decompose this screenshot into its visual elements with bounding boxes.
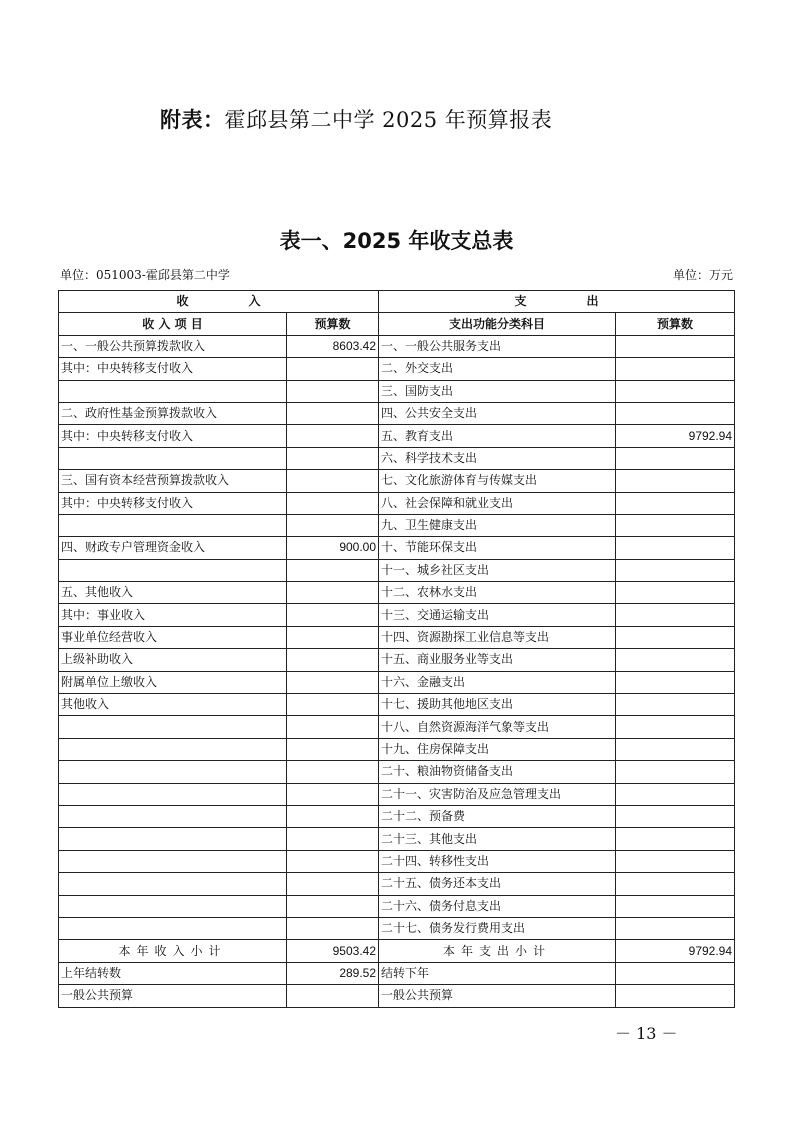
table-row	[59, 649, 735, 671]
expense-amount-cell	[616, 447, 735, 469]
expense-amount-cell: 9792.94	[616, 425, 735, 447]
income-amount-cell	[287, 470, 379, 492]
income-item-cell: 二、政府性基金预算拨款收入	[59, 402, 287, 424]
table-row	[59, 671, 735, 693]
carryover-row	[59, 962, 735, 984]
expense-amount-cell	[616, 917, 735, 939]
income-item-cell	[59, 828, 287, 850]
expense-item-cell: 二十一、灾害防治及应急管理支出	[379, 783, 616, 805]
income-amount-cell	[287, 671, 379, 693]
expense-amount-cell	[616, 470, 735, 492]
income-amount-cell: 8603.42	[287, 335, 379, 357]
expense-item-cell: 十六、金融支出	[379, 671, 616, 693]
income-amount-cell	[287, 402, 379, 424]
income-item-cell: 一般公共预算	[59, 985, 287, 1007]
income-amount-cell	[287, 850, 379, 872]
expense-amount-cell	[616, 492, 735, 514]
budget-summary-table	[58, 290, 735, 1008]
income-item-cell	[59, 873, 287, 895]
income-item-cell: 其中：事业收入	[59, 604, 287, 626]
expense-item-cell: 十三、交通运输支出	[379, 604, 616, 626]
income-amount-cell	[287, 783, 379, 805]
expense-item-cell: 八、社会保障和就业支出	[379, 492, 616, 514]
income-item-cell	[59, 917, 287, 939]
expense-amount-cell: 9792.94	[616, 940, 735, 962]
income-amount-cell	[287, 985, 379, 1007]
income-amount-cell	[287, 358, 379, 380]
expense-amount-cell	[616, 761, 735, 783]
income-amount-cell	[287, 492, 379, 514]
income-amount-cell	[287, 805, 379, 827]
income-item-cell: 其他收入	[59, 694, 287, 716]
table-row	[59, 850, 735, 872]
income-amount-cell: 900.00	[287, 537, 379, 559]
expense-item-header: 支出功能分类科目	[379, 313, 616, 335]
income-amount-header: 预算数	[287, 313, 379, 335]
expense-item-cell: 十、节能环保支出	[379, 537, 616, 559]
expense-amount-cell	[616, 895, 735, 917]
expense-item-cell: 二十五、债务还本支出	[379, 873, 616, 895]
expense-item-cell: 十八、自然资源海洋气象等支出	[379, 716, 616, 738]
table-row	[59, 380, 735, 402]
expense-item-cell: 本年支出小计	[379, 940, 616, 962]
unit-currency-label: 单位：万元	[672, 268, 733, 282]
income-amount-cell	[287, 380, 379, 402]
expense-amount-cell	[616, 649, 735, 671]
expense-amount-cell	[616, 335, 735, 357]
expense-amount-cell	[616, 626, 735, 648]
income-item-cell	[59, 895, 287, 917]
attachment-heading	[160, 104, 552, 134]
table-row	[59, 537, 735, 559]
income-amount-cell	[287, 761, 379, 783]
expense-item-cell: 一、一般公共服务支出	[379, 335, 616, 357]
expense-amount-cell	[616, 783, 735, 805]
expense-amount-cell	[616, 402, 735, 424]
expense-item-cell: 二十、粮油物资储备支出	[379, 761, 616, 783]
column-header-row	[59, 313, 735, 335]
table-row	[59, 626, 735, 648]
income-amount-cell	[287, 917, 379, 939]
income-item-cell: 其中：中央转移支付收入	[59, 358, 287, 380]
income-item-cell: 事业单位经营收入	[59, 626, 287, 648]
income-item-cell	[59, 761, 287, 783]
income-amount-cell	[287, 626, 379, 648]
expense-item-cell: 六、科学技术支出	[379, 447, 616, 469]
income-item-cell: 五、其他收入	[59, 582, 287, 604]
expense-amount-cell	[616, 358, 735, 380]
income-amount-cell	[287, 738, 379, 760]
expense-item-cell: 十二、农林水支出	[379, 582, 616, 604]
group-header-row	[59, 291, 735, 313]
expense-item-cell: 十五、商业服务业等支出	[379, 649, 616, 671]
expense-amount-cell	[616, 805, 735, 827]
income-item-cell: 其中：中央转移支付收入	[59, 425, 287, 447]
general-budget-row	[59, 985, 735, 1007]
expense-item-cell: 一般公共预算	[379, 985, 616, 1007]
income-item-cell: 上年结转数	[59, 962, 287, 984]
table-row	[59, 425, 735, 447]
expense-amount-cell	[616, 671, 735, 693]
expense-amount-cell	[616, 537, 735, 559]
expense-amount-cell	[616, 694, 735, 716]
income-item-cell: 四、财政专户管理资金收入	[59, 537, 287, 559]
page-number: － 13 －	[615, 1024, 678, 1043]
expense-item-cell: 二十七、债务发行费用支出	[379, 917, 616, 939]
table-row	[59, 402, 735, 424]
subtotal-row	[59, 940, 735, 962]
table-row	[59, 761, 735, 783]
income-item-cell	[59, 447, 287, 469]
income-item-cell	[59, 716, 287, 738]
expense-item-cell: 十一、城乡社区支出	[379, 559, 616, 581]
income-item-cell	[59, 783, 287, 805]
table-row	[59, 873, 735, 895]
expense-amount-cell	[616, 985, 735, 1007]
expense-item-cell: 十九、住房保障支出	[379, 738, 616, 760]
income-group-header: 收 入	[59, 291, 379, 313]
table-row	[59, 559, 735, 581]
table-row	[59, 805, 735, 827]
table-row	[59, 514, 735, 536]
expense-item-cell: 二十四、转移性支出	[379, 850, 616, 872]
table-row	[59, 828, 735, 850]
income-amount-cell	[287, 604, 379, 626]
expense-amount-cell	[616, 514, 735, 536]
expense-item-cell: 五、教育支出	[379, 425, 616, 447]
budget-table-body	[59, 291, 735, 1008]
table-row	[59, 604, 735, 626]
table-row	[59, 738, 735, 760]
income-amount-cell: 9503.42	[287, 940, 379, 962]
table-row	[59, 470, 735, 492]
expense-item-cell: 四、公共安全支出	[379, 402, 616, 424]
table-row	[59, 917, 735, 939]
income-item-cell: 附属单位上缴收入	[59, 671, 287, 693]
income-item-cell	[59, 738, 287, 760]
table-row	[59, 335, 735, 357]
table-row	[59, 716, 735, 738]
income-item-cell	[59, 514, 287, 536]
table-row	[59, 492, 735, 514]
expense-amount-cell	[616, 850, 735, 872]
expense-item-cell: 十四、资源勘探工业信息等支出	[379, 626, 616, 648]
income-amount-cell	[287, 559, 379, 581]
income-item-cell	[59, 380, 287, 402]
expense-item-cell: 十七、援助其他地区支出	[379, 694, 616, 716]
table-row	[59, 447, 735, 469]
expense-item-cell: 二十三、其他支出	[379, 828, 616, 850]
expense-amount-cell	[616, 559, 735, 581]
expense-amount-header: 预算数	[616, 313, 735, 335]
table-row	[59, 783, 735, 805]
income-item-header: 收 入 项 目	[59, 313, 287, 335]
income-item-cell: 上级补助收入	[59, 649, 287, 671]
expense-amount-cell	[616, 962, 735, 984]
income-amount-cell	[287, 694, 379, 716]
expense-amount-cell	[616, 738, 735, 760]
table-title: 表一、2025 年收支总表	[279, 229, 514, 253]
income-item-cell	[59, 805, 287, 827]
income-item-cell: 三、国有资本经营预算拨款收入	[59, 470, 287, 492]
expense-amount-cell	[616, 380, 735, 402]
expense-item-cell: 结转下年	[379, 962, 616, 984]
table-row	[59, 694, 735, 716]
table-row	[59, 582, 735, 604]
income-amount-cell	[287, 895, 379, 917]
income-amount-cell	[287, 716, 379, 738]
expense-amount-cell	[616, 582, 735, 604]
expense-amount-cell	[616, 604, 735, 626]
heading-prefix: 附表：	[160, 108, 225, 132]
income-amount-cell	[287, 873, 379, 895]
unit-org-label: 单位：051003-霍邱县第二中学	[60, 268, 230, 282]
income-amount-cell	[287, 514, 379, 536]
income-item-cell	[59, 559, 287, 581]
income-amount-cell: 289.52	[287, 962, 379, 984]
expense-amount-cell	[616, 828, 735, 850]
income-amount-cell	[287, 425, 379, 447]
table-row	[59, 358, 735, 380]
income-item-cell	[59, 850, 287, 872]
heading-text: 霍邱县第二中学 2025 年预算报表	[224, 108, 553, 132]
expense-item-cell: 二、外交支出	[379, 358, 616, 380]
expense-item-cell: 二十二、预备费	[379, 805, 616, 827]
expense-amount-cell	[616, 716, 735, 738]
expense-group-header: 支 出	[379, 291, 735, 313]
income-item-cell: 其中：中央转移支付收入	[59, 492, 287, 514]
income-item-cell: 一、一般公共预算拨款收入	[59, 335, 287, 357]
income-amount-cell	[287, 828, 379, 850]
income-amount-cell	[287, 649, 379, 671]
expense-item-cell: 二十六、债务付息支出	[379, 895, 616, 917]
expense-item-cell: 九、卫生健康支出	[379, 514, 616, 536]
expense-item-cell: 三、国防支出	[379, 380, 616, 402]
expense-item-cell: 七、文化旅游体育与传媒支出	[379, 470, 616, 492]
expense-amount-cell	[616, 873, 735, 895]
table-row	[59, 895, 735, 917]
income-amount-cell	[287, 447, 379, 469]
income-amount-cell	[287, 582, 379, 604]
income-item-cell: 本年收入小计	[59, 940, 287, 962]
